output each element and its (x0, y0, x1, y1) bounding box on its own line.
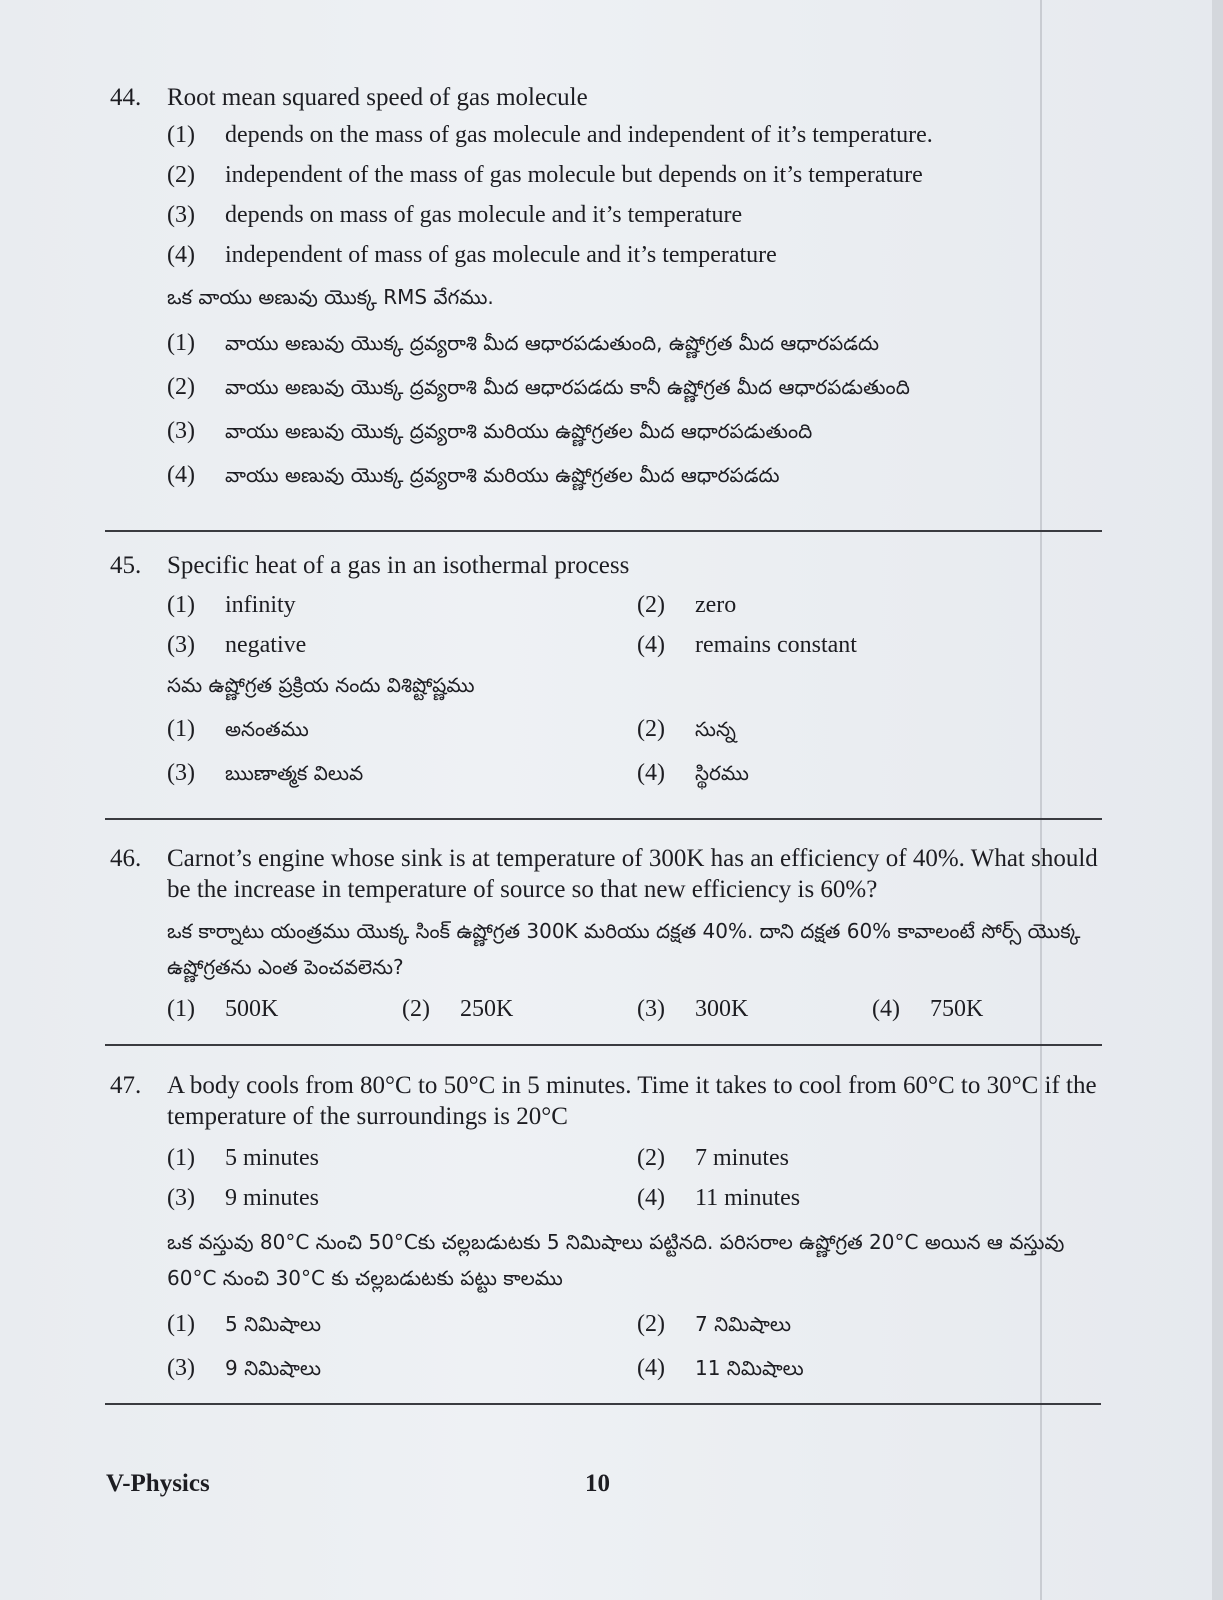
question-47 (110, 1070, 1105, 1390)
telugu-options-grid (110, 707, 1105, 795)
options-row (110, 989, 1105, 1029)
subject-label: V-Physics (106, 1470, 210, 1497)
telugu-option-1: (1) 5 నిమిషాలు (167, 1311, 322, 1337)
option-1: (1) infinity (167, 592, 296, 618)
divider (105, 1044, 1102, 1046)
telugu-question-text: ఒక వాయు అణువు యొక్క RMS వేగము. (167, 285, 494, 309)
telugu-options-grid (110, 1302, 1105, 1390)
telugu-option-3: (3) ఋణాత్మక విలువ (167, 760, 364, 786)
question-text: A body cools from 80°C to 50°C in 5 minutes. Time it takes to cool from 60°C to 30°C if the temperature of the surroundings is 20°C (167, 1072, 1097, 1130)
question-44 (110, 82, 1105, 497)
option-1: (1) 500K (167, 996, 279, 1022)
telugu-option-4: (4) స్థిరము (637, 760, 749, 786)
page-number: 10 (585, 1470, 610, 1497)
question-number: 44. (110, 84, 142, 111)
telugu-option-1: (1) వాయు అణువు యొక్క ద్రవ్యరాశి మీద ఆధారపడుతుంది, ఉష్ణోగ్రత మీద ఆధారపడదు (167, 330, 880, 356)
option-2: (2) independent of the mass of gas molecule but depends on it’s temperature (167, 162, 923, 188)
option-3: (3) 9 minutes (167, 1185, 319, 1211)
page-edge (1212, 0, 1223, 1600)
divider (105, 1403, 1101, 1405)
option-3: (3) 300K (637, 996, 749, 1022)
divider (105, 530, 1102, 532)
option-4: (4) 750K (872, 996, 984, 1022)
telugu-option-4: (4) 11 నిమిషాలు (637, 1355, 804, 1381)
telugu-option-2: (2) 7 నిమిషాలు (637, 1311, 792, 1337)
option-3: (3) depends on mass of gas molecule and it’s temperature (167, 202, 743, 228)
option-2: (2) 250K (402, 996, 514, 1022)
telugu-option-3: (3) వాయు అణువు యొక్క ద్రవ్యరాశి మరియు ఉష్ణోగ్రతల మీద ఆధారపడుతుంది (167, 418, 813, 444)
options-grid (110, 1138, 1105, 1218)
question-45 (110, 550, 1105, 795)
option-4: (4) 11 minutes (637, 1185, 801, 1211)
telugu-option-1: (1) అనంతము (167, 716, 309, 742)
question-number: 46. (110, 845, 142, 872)
option-1: (1) depends on the mass of gas molecule and independent of it’s temperature. (167, 122, 933, 148)
option-2: (2) zero (637, 592, 737, 618)
telugu-question-text: ఒక కార్నాటు యంత్రము యొక్క సింక్ ఉష్ణోగ్రత 300K మరియు దక్షత 40%. దాని దక్షత 60% కావాలంటే సోర్స్ యొక్క ఉష్ణోగ్రతను ఎంత పెంచవలెను? (167, 919, 1081, 979)
option-4: (4) independent of mass of gas molecule and it’s temperature (167, 242, 777, 268)
option-1: (1) 5 minutes (167, 1145, 319, 1171)
question-text: Carnot’s engine whose sink is at temperature of 300K has an efficiency of 40%. What should be the increase in temperature of source so that new efficiency is 60%? (167, 845, 1098, 903)
option-2: (2) 7 minutes (637, 1145, 789, 1171)
options-grid (110, 585, 1105, 665)
option-4: (4) remains constant (637, 632, 857, 658)
telugu-question-text: ఒక వస్తువు 80°C నుంచి 50°Cకు చల్లబడుటకు 5 నిమిషాలు పట్టినది. పరిసరాల ఉష్ణోగ్రత 20°C అయిన ఆ వస్తువు 60°C నుంచి 30°C కు చల్లబడుటకు పట్టు కాలము (167, 1230, 1065, 1290)
telugu-option-2: (2) వాయు అణువు యొక్క ద్రవ్యరాశి మీద ఆధారపడదు కానీ ఉష్ణోగ్రత మీద ఆధారపడుతుంది (167, 374, 910, 400)
divider (105, 818, 1102, 820)
question-text: Root mean squared speed of gas molecule (167, 84, 588, 111)
question-text: Specific heat of a gas in an isothermal process (167, 552, 630, 579)
question-number: 45. (110, 552, 142, 579)
telugu-question-text: సమ ఉష్ణోగ్రత ప్రక్రియ నందు విశిష్టోష్ణము (167, 673, 475, 697)
question-46 (110, 843, 1105, 1029)
telugu-option-2: (2) సున్న (637, 716, 736, 742)
question-number: 47. (110, 1072, 142, 1099)
telugu-option-3: (3) 9 నిమిషాలు (167, 1355, 322, 1381)
option-3: (3) negative (167, 632, 307, 658)
telugu-option-4: (4) వాయు అణువు యొక్క ద్రవ్యరాశి మరియు ఉష్ణోగ్రతల మీద ఆధారపడదు (167, 462, 780, 488)
